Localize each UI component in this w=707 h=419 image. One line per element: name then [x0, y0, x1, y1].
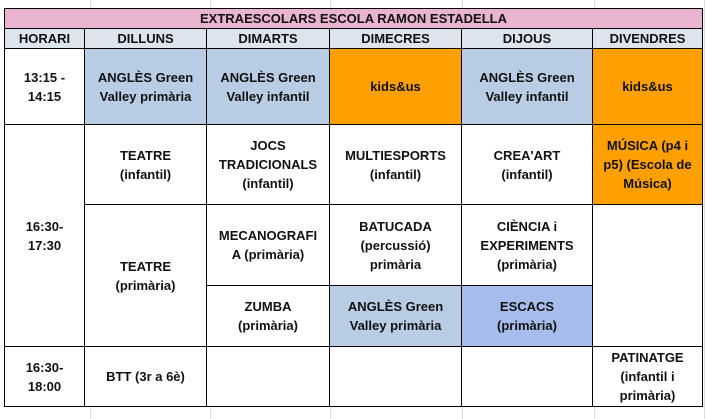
activity-line: kids&us	[370, 79, 421, 94]
activity-line: A (primària)	[231, 247, 305, 262]
activity-line: kids&us	[622, 79, 673, 94]
cell-dimarts-3[interactable]	[207, 205, 330, 286]
cell-dijous-3[interactable]	[462, 205, 593, 286]
time-cell-1[interactable]	[5, 49, 85, 125]
time-cell-3[interactable]	[5, 347, 85, 407]
cell-dilluns-2[interactable]	[85, 125, 207, 205]
cell-dimarts-4[interactable]	[207, 286, 330, 347]
activity-line: (infantil)	[369, 166, 422, 182]
activity-line: MÚSICA (p4 i	[606, 138, 689, 153]
activity-line: Valley infantil	[226, 88, 310, 104]
activity-line: Música)	[623, 176, 672, 191]
activity-line: (primària)	[497, 318, 557, 333]
activity-line: ANGLÈS Green	[97, 69, 194, 85]
activity-line: Valley primària	[349, 318, 442, 333]
activity-line: PATINATGE	[611, 350, 684, 365]
schedule-table	[4, 8, 703, 407]
activity-line: (infantil)	[501, 166, 553, 182]
activity-line: p5) (Escola de	[603, 157, 692, 172]
activity-line: BATUCADA	[359, 218, 432, 234]
activity-line: (primària)	[115, 277, 176, 293]
cell-divendres-1[interactable]	[593, 49, 703, 125]
activity-line: (primària)	[238, 318, 298, 333]
cell-dijous-2[interactable]	[462, 125, 593, 205]
activity-line: ANGLÈS Green	[220, 69, 316, 85]
cell-divendres-2[interactable]	[593, 125, 703, 205]
activity-line: MULTIESPORTS	[345, 147, 446, 163]
activity-line: MECANOGRAFI	[218, 228, 318, 243]
time-end: 18:00	[27, 378, 62, 394]
time-start: 13:15 -	[23, 69, 66, 85]
cell-dilluns-3[interactable]	[85, 205, 207, 347]
cell-dimecres-4[interactable]	[330, 286, 462, 347]
activity-line: ANGLÈS Green	[347, 299, 444, 314]
activity-line: primària	[369, 256, 422, 272]
cell-dijous-1[interactable]	[462, 49, 593, 125]
activity-line: (infantil i	[620, 369, 675, 384]
grid-line	[704, 0, 705, 419]
cell-dimarts-1[interactable]	[207, 49, 330, 125]
cell-dimecres-3[interactable]	[330, 205, 462, 286]
time-start: 16:30-	[25, 218, 64, 234]
activity-line: (percussió)	[360, 237, 431, 253]
activity-line: EXPERIMENTS	[480, 237, 574, 253]
cell-dijous-5[interactable]	[462, 347, 593, 407]
activity-line: JOCS	[250, 138, 286, 153]
time-end: 17:30	[27, 237, 62, 253]
header-horari[interactable]: HORARI	[5, 29, 85, 49]
activity-line: (infantil)	[119, 166, 172, 182]
activity-line: BTT (3r a 6è)	[106, 369, 185, 384]
table-title[interactable]: EXTRAESCOLARS ESCOLA RAMON ESTADELLA	[5, 9, 703, 29]
header-dimarts[interactable]: DIMARTS	[207, 29, 330, 49]
activity-line: (infantil)	[242, 176, 294, 191]
activity-line: ANGLÈS Green	[479, 69, 575, 85]
cell-dimecres-5[interactable]	[330, 347, 462, 407]
header-dijous[interactable]: DIJOUS	[462, 29, 593, 49]
activity-line: TEATRE	[119, 147, 172, 163]
cell-dimecres-2[interactable]	[330, 125, 462, 205]
cell-dilluns-5[interactable]	[85, 347, 207, 407]
cell-dilluns-1[interactable]	[85, 49, 207, 125]
time-start: 16:30-	[25, 359, 64, 375]
activity-line: CREA'ART	[493, 147, 561, 163]
cell-divendres-5[interactable]	[593, 347, 703, 407]
activity-line: TRADICIONALS	[218, 157, 318, 172]
activity-line: primària)	[619, 388, 676, 403]
activity-line: ZUMBA	[244, 299, 292, 314]
header-dilluns[interactable]: DILLUNS	[85, 29, 207, 49]
cell-divendres-3[interactable]	[593, 205, 703, 347]
cell-dimarts-5[interactable]	[207, 347, 330, 407]
activity-line: ESCACS	[499, 299, 555, 314]
header-divendres[interactable]: DIVENDRES	[593, 29, 703, 49]
activity-line: TEATRE	[119, 258, 172, 274]
cell-dimarts-2[interactable]	[207, 125, 330, 205]
cell-dijous-4[interactable]	[462, 286, 593, 347]
header-dimecres[interactable]: DIMECRES	[330, 29, 462, 49]
activity-line: CIÈNCIA i	[496, 218, 558, 234]
activity-line: (primària)	[497, 256, 557, 272]
time-cell-2[interactable]	[5, 125, 85, 347]
time-end: 14:15	[27, 88, 62, 104]
activity-line: Valley infantil	[485, 88, 569, 104]
activity-line: Valley primària	[99, 88, 192, 104]
cell-dimecres-1[interactable]	[330, 49, 462, 125]
